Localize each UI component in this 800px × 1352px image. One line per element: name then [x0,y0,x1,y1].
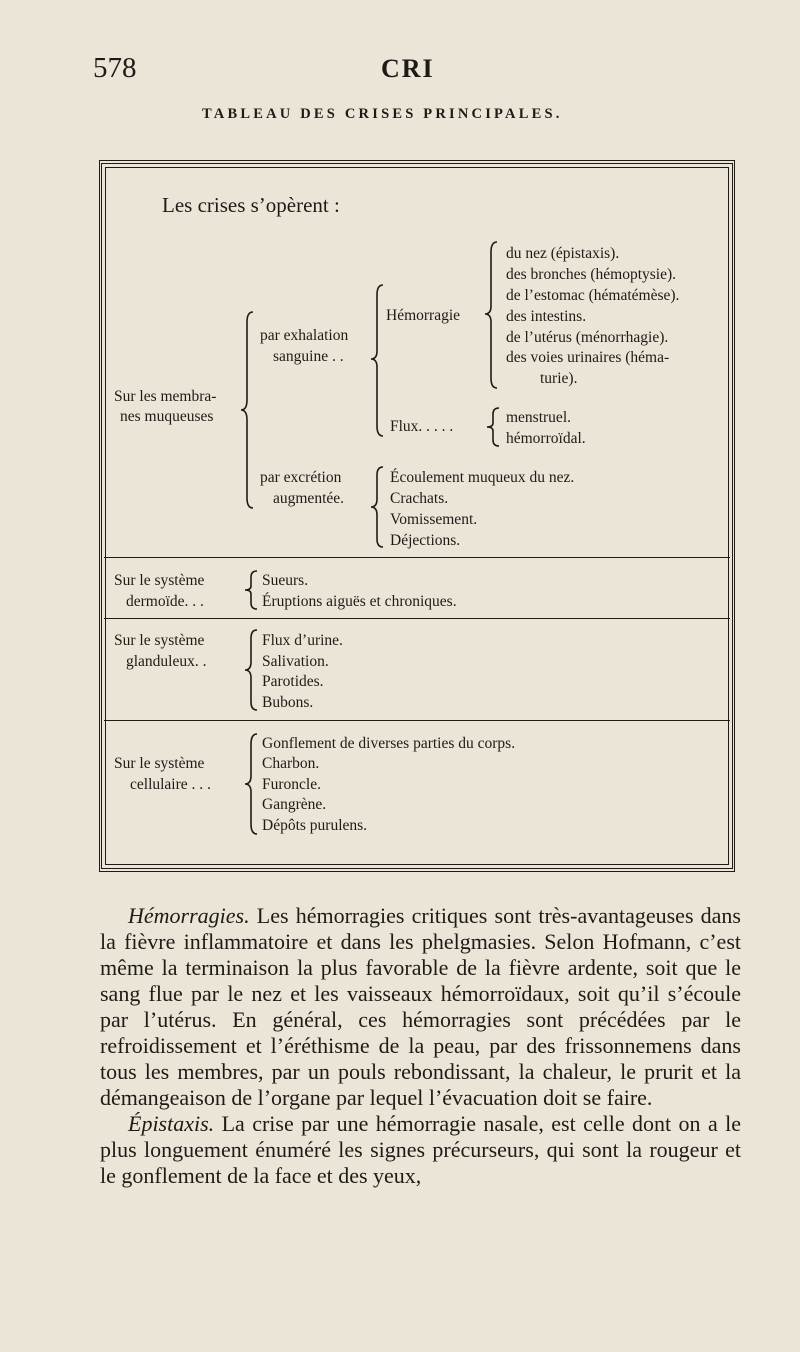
paragraph-text: La crise par une hémorragie nasale, est celle dont on a le plus longuement énuméré les signes précurseurs, qui sont la rougeur et le gonflement de la face et des yeux, [100,1111,741,1188]
excretion-line-2: augmentée. [273,490,345,507]
dermoide-item: Sueurs. [262,572,309,589]
membranes-brace [240,310,256,510]
hemorragie-item: turie). [540,370,578,387]
cellulaire-item: Charbon. [262,755,320,772]
term-hemorragies: Hémorragies. [128,903,250,928]
paragraph-epistaxis [100,1111,741,1189]
cellulaire-item: Furoncle. [262,776,321,793]
paragraph-hemorragies [100,903,741,1111]
cellulaire-label-line-1: Sur le système [114,755,205,772]
exhalation-line-2: sanguine . . [273,348,344,365]
hemorragie-item: des bronches (hémoptysie). [506,266,677,283]
glanduleux-brace [244,628,260,712]
excretion-item: Déjections. [390,532,461,549]
page-number: 578 [93,52,137,84]
excretion-brace [370,465,386,550]
flux-label: Flux. . . . . [390,418,454,435]
section-divider [104,618,730,619]
term-epistaxis: Épistaxis. [128,1111,215,1136]
excretion-item: Écoulement muqueux du nez. [390,469,575,486]
section-divider [104,557,730,558]
glanduleux-item: Salivation. [262,653,329,670]
exhalation-brace [370,283,386,438]
hemorragie-item: de l’estomac (hématémèse). [506,287,680,304]
table-intro: Les crises s’opèrent : [162,193,340,217]
excretion-line-1: par excrétion [260,469,342,486]
cellulaire-label-line-2: cellulaire . . . [130,776,211,793]
membranes-label-line-1: Sur les membra- [114,388,217,405]
glanduleux-label-line-1: Sur le système [114,632,205,649]
hemorragie-brace [484,240,500,390]
glanduleux-item: Flux d’urine. [262,632,343,649]
cellulaire-item: Dépôts purulens. [262,817,368,834]
hemorragie-item: de l’utérus (ménorrhagie). [506,329,669,346]
excretion-item: Vomissement. [390,511,478,528]
body-text [100,903,741,1189]
hemorragie-item: des intestins. [506,308,587,325]
glanduleux-item: Bubons. [262,694,314,711]
cellulaire-item: Gangrène. [262,796,327,813]
hemorragie-item: du nez (épistaxis). [506,245,620,262]
flux-item: menstruel. [506,409,571,426]
dermoide-brace [244,569,260,611]
running-head: CRI [381,54,435,83]
exhalation-line-1: par exhalation [260,327,349,344]
cellulaire-brace [244,732,260,836]
glanduleux-label-line-2: glanduleux. . [126,653,207,670]
hemorragie-item: des voies urinaires (héma- [506,349,670,366]
dermoide-item: Éruptions aiguës et chroniques. [262,593,457,610]
flux-item: hémorroïdal. [506,430,586,447]
cellulaire-item: Gonflement de diverses parties du corps. [262,735,516,752]
excretion-item: Crachats. [390,490,449,507]
table-title: TABLEAU DES CRISES PRINCIPALES. [202,106,563,122]
hemorragie-label: Hémorragie [386,307,461,324]
flux-brace [486,406,502,448]
dermoide-label-line-2: dermoïde. . . [126,593,204,610]
paragraph-text: Les hémorragies critiques sont très-avantageuses dans la fièvre inflammatoire et dans les phelgmasies. Selon Hofmann, c’est même la terminaison la plus favorable de la fièvre ardente, soit que le sang flue par le nez et les vaisseaux hémorroïdaux, soit qu’il s’écoule par l’utérus. En général, ces hémorragies sont précédées par le refroidissement et l’éréthisme de la peau, par des frissonnemens dans tous les membres, par un pouls rebondissant, la chaleur, le prurit et la démangeaison de l’organe par lequel l’évacuation doit se faire. [100,903,741,1110]
dermoide-label-line-1: Sur le système [114,572,205,589]
membranes-label-line-2: nes muqueuses [120,408,214,425]
section-divider [104,720,730,721]
glanduleux-item: Parotides. [262,673,324,690]
